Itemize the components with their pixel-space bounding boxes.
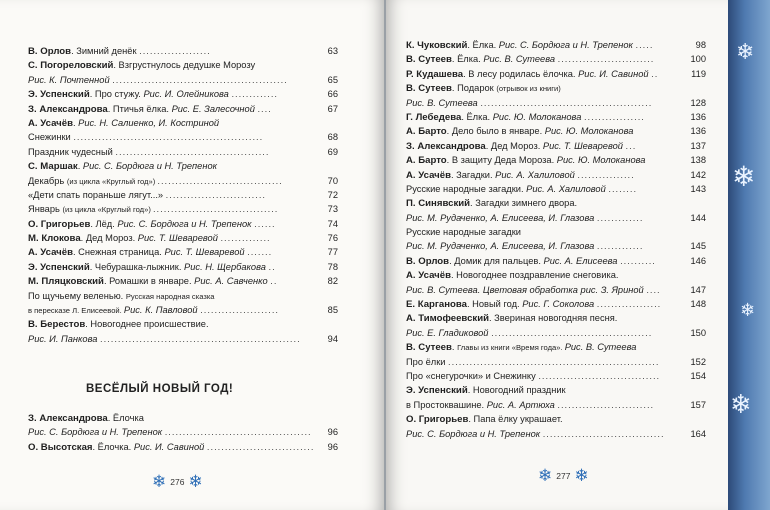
toc-entry: [28, 260, 338, 274]
toc-page-number: 100: [690, 54, 706, 65]
toc-author: Е. Карганова: [406, 299, 467, 311]
toc-entry: [28, 411, 338, 425]
toc-text: . Дело было в январе.: [446, 126, 545, 137]
toc-illustrator: Рис. Н. Щербакова: [184, 261, 269, 272]
toc-text: .: [451, 342, 458, 353]
toc-text: . Взгрустнулось дедушке Морозу: [113, 60, 256, 71]
page-number-text: 276: [170, 477, 185, 487]
toc-text: Про ёлки: [406, 356, 449, 367]
snowflake-icon: ❄: [538, 466, 553, 486]
toc-author: В. Орлов: [28, 46, 72, 57]
toc-entry: [28, 174, 338, 188]
toc-text: (отрывок из книги): [496, 84, 561, 94]
toc-entry: [28, 159, 338, 173]
toc-illustrator: Рис. В. Сутеева: [483, 54, 558, 65]
toc-text: . Новогодний праздник: [467, 385, 566, 396]
toc-illustrator: Рис. М. Рудаченко, А. Елисеева, И. Глазова: [406, 212, 597, 223]
toc-entry: [406, 52, 706, 66]
toc-page-number: 164: [690, 428, 706, 439]
toc-illustrator: Рис. Ю. Молоканова: [544, 126, 634, 137]
toc-author: Г. Лебедева: [406, 111, 462, 123]
toc-page-number: 146: [690, 255, 706, 266]
toc-illustrator: Рис. И. Панкова: [28, 333, 100, 344]
toc-text: . Загадки зимнего двора.: [470, 198, 578, 209]
toc-author: А. Усачёв: [406, 169, 451, 181]
toc-entry: [28, 188, 338, 202]
toc-text: Русские народные загадки.: [406, 183, 527, 194]
toc-author: В. Сутеев: [406, 342, 452, 354]
toc-page-number: 128: [690, 97, 706, 108]
toc-text: . Новогоднее происшествие.: [85, 319, 209, 330]
toc-illustrator: Рис. Т. Шеваревой: [137, 233, 221, 244]
section-title: ВЕСЁЛЫЙ НОВЫЙ ГОД!: [86, 383, 234, 395]
toc-illustrator: Рис. Е. Залесочной: [171, 103, 258, 114]
toc-text: Декабрь: [28, 175, 67, 186]
toc-author: Р. Кудашева: [406, 68, 464, 80]
toc-entry: [406, 239, 706, 253]
toc-illustrator: Рис. Ю. Молоканова: [556, 155, 646, 166]
toc-leader: ......................: [200, 305, 280, 316]
toc-leader: ...........................................: [115, 146, 270, 157]
toc-author: В. Сутеев: [406, 54, 452, 66]
toc-leader: .............: [596, 241, 644, 252]
toc-leader: ........: [608, 183, 638, 194]
toc-author: А. Барто: [406, 126, 447, 138]
toc-text: . Домик для пальцев.: [449, 255, 544, 266]
toc-entry: [406, 96, 706, 110]
toc-text: . Снежная страница.: [72, 247, 165, 258]
toc-entry: [406, 326, 706, 340]
toc-leader: ..................................: [542, 428, 665, 439]
toc-page-number: 67: [327, 103, 338, 114]
toc-entry: [406, 283, 706, 297]
toc-entry: [406, 383, 706, 397]
toc-leader: ...................................: [152, 204, 279, 215]
toc-text: . В лесу родилась ёлочка.: [463, 68, 579, 79]
toc-leader: ........................................................: [100, 333, 301, 344]
toc-illustrator: Рис. Н. Салиенко, И. Костриной: [78, 117, 220, 128]
toc-entry: [406, 139, 706, 153]
toc-author: М. Пляцковский: [28, 276, 104, 288]
toc-leader: ..............: [220, 233, 271, 244]
toc-leader: ................................................: [480, 97, 653, 108]
toc-illustrator: Рис. В. Сутеева: [406, 97, 481, 108]
toc-illustrator: Рис. Г. Соколова: [522, 299, 597, 310]
toc-leader: ..: [270, 276, 278, 287]
left-page-number: [152, 472, 203, 492]
toc-page-number: 137: [690, 140, 706, 151]
toc-illustrator: Рис. К. Павловой: [123, 305, 201, 316]
toc-page-number: 142: [690, 169, 706, 180]
toc-page-number: 65: [327, 74, 338, 85]
toc-page-number: 98: [695, 40, 706, 50]
toc-page-number: 150: [690, 327, 706, 338]
toc-author: Э. Успенский: [406, 385, 468, 397]
toc-entry: [28, 87, 338, 101]
left-toc: [28, 44, 338, 346]
toc-text: . Про стужу.: [89, 89, 144, 100]
toc-author: Э. Успенский: [28, 89, 90, 101]
toc-text: «Дети спать пораньше лягут...»: [28, 189, 166, 200]
toc-page-number: 63: [327, 46, 338, 56]
toc-author: В. Берестов: [28, 319, 86, 331]
toc-leader: ....: [646, 284, 661, 295]
toc-page-number: 152: [690, 356, 706, 367]
toc-illustrator: Рис. М. Рудаченко, А. Елисеева, И. Глазова: [406, 241, 597, 252]
toc-text: Про «снегурочки» и Снежинку: [406, 370, 539, 381]
toc-text: в Простоквашине.: [406, 399, 487, 410]
toc-page-number: 96: [327, 441, 338, 452]
toc-author: А. Усачёв: [28, 117, 73, 129]
toc-author: З. Александрова: [28, 103, 108, 115]
toc-illustrator: Рис. И. Олейникова: [143, 89, 232, 100]
toc-page-number: 157: [690, 399, 706, 410]
snowflake-icon: ❄: [732, 160, 756, 193]
toc-illustrator: Рис. В. Сутеева: [564, 342, 637, 353]
toc-leader: .....................................................: [73, 132, 264, 143]
toc-illustrator: Рис. А. Халиловой: [526, 183, 609, 194]
toc-author: В. Сутеев: [406, 83, 452, 95]
toc-text: Русские народные загадки: [406, 227, 521, 238]
toc-page-number: 154: [690, 370, 706, 381]
snowflake-icon: ❄: [730, 390, 752, 420]
toc-author: А. Усачёв: [28, 247, 73, 259]
toc-page-number: 145: [690, 241, 706, 252]
toc-text: . Ёлочка: [107, 413, 144, 423]
toc-text: . Звериная новогодняя песня.: [489, 313, 618, 324]
toc-entry: [28, 202, 338, 216]
snowflake-icon: ❄: [574, 466, 589, 486]
toc-author: З. Александрова: [28, 413, 108, 424]
toc-leader: ....: [257, 103, 272, 114]
toc-illustrator: Рис. С. Бордюга и Н. Трепенок: [406, 428, 543, 439]
toc-leader: .......: [247, 247, 273, 258]
toc-entry: [406, 211, 706, 225]
toc-text: .: [72, 117, 79, 128]
toc-entry: [406, 297, 706, 311]
toc-leader: ...........................: [557, 54, 655, 65]
toc-illustrator: Рис. С. Бордюга и Н. Трепенок: [82, 161, 218, 172]
right-page: [386, 0, 728, 510]
toc-author: О. Григорьев: [28, 218, 91, 230]
toc-entry: [28, 289, 338, 303]
toc-entry: [406, 412, 706, 426]
left-page: [0, 0, 384, 510]
toc-entry: [28, 73, 338, 87]
toc-leader: .............: [231, 89, 279, 100]
toc-page-number: 74: [327, 218, 338, 229]
toc-author: П. Синявский: [406, 198, 471, 210]
toc-author: С. Маршак: [28, 161, 78, 173]
toc-entry: [406, 254, 706, 268]
toc-entry: [28, 217, 338, 231]
toc-page-number: 69: [327, 146, 338, 157]
toc-entry: [406, 182, 706, 196]
toc-text: . Зимний денёк: [71, 46, 140, 56]
toc-leader: .................................................: [112, 74, 288, 85]
toc-entry: [406, 340, 706, 354]
toc-author: О. Высотская: [28, 441, 93, 453]
toc-entry: [406, 110, 706, 124]
toc-text: . Подарок: [451, 83, 497, 94]
toc-illustrator: Рис. А. Халиловой: [495, 169, 578, 180]
toc-page-number: 119: [691, 68, 706, 79]
toc-illustrator: Рис. Е. Гладиковой: [406, 327, 492, 338]
toc-page-number: 82: [327, 276, 338, 287]
toc-illustrator: Рис. К. Почтенной: [28, 74, 113, 85]
toc-entry: [28, 317, 338, 331]
snowflake-icon: ❄: [736, 40, 755, 65]
toc-page-number: 78: [327, 261, 338, 272]
toc-text: . Лёд.: [90, 218, 118, 229]
toc-author: В. Орлов: [406, 255, 450, 267]
toc-page-number: 85: [327, 305, 338, 316]
toc-entry: [406, 168, 706, 182]
section-toc: [28, 411, 338, 454]
page-number-text: 277: [556, 471, 571, 481]
toc-illustrator: Рис. С. Бордюга и Н. Трепенок: [117, 218, 255, 229]
toc-text: . Дед Мороз.: [485, 140, 543, 151]
right-page-number: [538, 466, 589, 486]
toc-illustrator: Рис. И. Савиной: [578, 68, 652, 79]
toc-text: . Дед Мороз.: [80, 233, 138, 244]
toc-leader: ...........................: [557, 399, 655, 410]
book-cover-edge: [728, 0, 770, 510]
toc-entry: [28, 116, 338, 130]
toc-entry: [406, 153, 706, 167]
toc-text: . Птичья ёлка.: [107, 103, 172, 114]
toc-page-number: 68: [327, 132, 338, 143]
toc-illustrator: Рис. А. Елисеева: [543, 255, 621, 266]
toc-author: С. Погореловский: [28, 60, 114, 72]
toc-leader: ............................: [165, 189, 266, 200]
toc-leader: ...................................: [157, 175, 283, 186]
toc-leader: ...: [625, 140, 637, 151]
toc-text: . Папа ёлку украшает.: [468, 414, 563, 425]
snowflake-icon: ❄: [152, 472, 167, 492]
toc-illustrator: Рис. И. Савиной: [133, 441, 207, 452]
toc-entry: [406, 311, 706, 325]
toc-entry: [406, 225, 706, 239]
toc-text: По щучьему веленью.: [28, 290, 126, 301]
toc-text: Праздник чудесный: [28, 146, 116, 157]
toc-entry: [28, 58, 338, 72]
toc-leader: ..................................: [538, 370, 661, 381]
toc-page-number: 143: [690, 183, 706, 194]
toc-leader: ...........................................................: [448, 356, 660, 367]
toc-text: Снежинки: [28, 132, 74, 143]
toc-page-number: 96: [327, 427, 338, 438]
toc-illustrator: Рис. А. Артюха: [486, 399, 558, 410]
toc-leader: ....................: [139, 46, 211, 56]
toc-entry: [406, 81, 706, 95]
toc-entry: [406, 124, 706, 138]
toc-entry: [28, 440, 338, 454]
toc-entry: [28, 102, 338, 116]
toc-leader: ..................: [596, 299, 662, 310]
toc-illustrator: Рис. Т. Шеваревой: [542, 140, 626, 151]
toc-page-number: 148: [690, 299, 706, 310]
toc-text: в пересказе Л. Елисеевой.: [28, 306, 124, 316]
toc-leader: .............: [596, 212, 644, 223]
toc-entry: [406, 355, 706, 369]
toc-author: А. Усачёв: [406, 270, 451, 282]
toc-page-number: 94: [327, 333, 338, 344]
toc-page-number: 144: [690, 212, 706, 223]
right-toc: [406, 38, 706, 441]
snowflake-icon: ❄: [188, 472, 203, 492]
toc-entry: [28, 231, 338, 245]
toc-text: . Чебурашка-лыжник.: [89, 261, 185, 272]
toc-leader: ..: [651, 68, 659, 79]
toc-entry: [406, 67, 706, 81]
toc-entry: [28, 145, 338, 159]
toc-author: О. Григорьев: [406, 414, 469, 426]
toc-text: . Новый год.: [467, 299, 523, 310]
toc-illustrator: Рис. В. Сутеева. Цветовая обработка рис. З. Яриной: [406, 284, 647, 295]
toc-author: Э. Успенский: [28, 261, 90, 273]
toc-text: Русская народная сказка: [125, 291, 215, 301]
toc-entry: [406, 398, 706, 412]
toc-text: . Ромашки в январе.: [103, 276, 195, 287]
toc-page-number: 136: [690, 126, 706, 137]
toc-entry: [406, 38, 706, 52]
toc-entry: [406, 427, 706, 441]
toc-entry: [28, 425, 338, 439]
toc-page-number: 77: [327, 247, 338, 258]
toc-entry: [28, 44, 338, 58]
toc-text: . В защиту Деда Мороза.: [446, 155, 557, 166]
toc-entry: [28, 332, 338, 346]
snowflake-icon: ❄: [740, 300, 756, 321]
toc-leader: ................: [577, 169, 635, 180]
toc-page-number: 73: [327, 204, 338, 215]
toc-entry: [28, 245, 338, 259]
toc-leader: .................: [583, 111, 645, 122]
toc-text: . Ёлка.: [467, 40, 499, 50]
toc-illustrator: Рис. А. Савченко: [194, 276, 271, 287]
toc-leader: .....: [635, 40, 654, 50]
toc-author: З. Александрова: [406, 140, 486, 152]
toc-page-number: 70: [327, 175, 338, 186]
toc-entry: [28, 303, 338, 317]
toc-author: К. Чуковский: [406, 40, 468, 51]
toc-text: . Ёлка.: [451, 54, 484, 65]
toc-text: . Загадки.: [450, 169, 496, 180]
toc-page-number: 136: [690, 111, 706, 122]
toc-entry: [28, 130, 338, 144]
toc-illustrator: Рис. С. Бордюга и Н. Трепенок: [28, 427, 165, 438]
toc-text: . Ёлочка.: [92, 441, 134, 452]
toc-entry: [406, 369, 706, 383]
toc-leader: ..............................: [206, 441, 315, 452]
toc-leader: .............................................: [491, 327, 653, 338]
toc-text: Главы из книги «Время года».: [457, 343, 565, 353]
toc-page-number: 138: [690, 155, 706, 166]
toc-author: М. Клокова: [28, 233, 81, 245]
toc-page-number: 66: [327, 89, 338, 100]
toc-leader: .........................................: [164, 427, 312, 438]
toc-leader: ..: [268, 261, 276, 272]
toc-entry: [28, 274, 338, 288]
toc-author: А. Барто: [406, 155, 447, 167]
toc-illustrator: Рис. Т. Шеваревой: [164, 247, 248, 258]
toc-text: (из цикла «Круглый год»): [62, 205, 153, 215]
toc-entry: [406, 196, 706, 210]
toc-leader: ..........: [620, 255, 656, 266]
toc-entry: [406, 268, 706, 282]
toc-author: А. Тимофеевский: [406, 313, 490, 325]
toc-illustrator: Рис. Ю. Молоканова: [492, 111, 584, 122]
toc-text: . Новогоднее поздравление снеговика.: [450, 270, 619, 281]
toc-leader: ......: [254, 218, 276, 229]
toc-page-number: 147: [690, 284, 706, 295]
toc-text: (из цикла «Круглый год»): [66, 176, 158, 186]
toc-text: Январь: [28, 204, 63, 215]
toc-page-number: 76: [327, 233, 338, 244]
toc-illustrator: Рис. С. Бордюга и Н. Трепенок: [498, 40, 636, 50]
toc-text: .: [77, 161, 83, 172]
toc-page-number: 72: [327, 189, 338, 200]
toc-text: . Ёлка.: [461, 111, 493, 122]
